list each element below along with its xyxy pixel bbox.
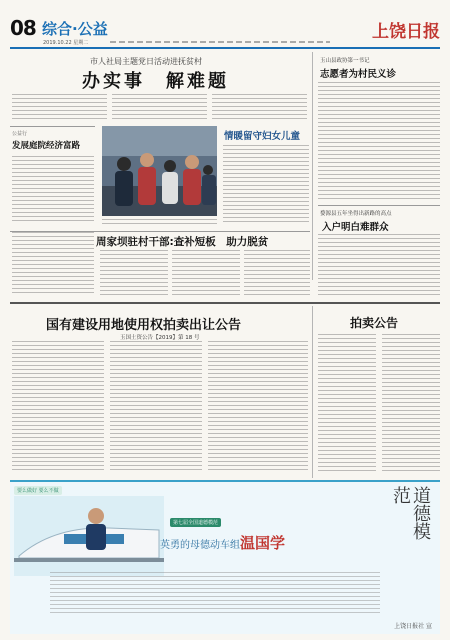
ad-seal bbox=[384, 486, 434, 556]
ad-train-illustration bbox=[14, 496, 164, 576]
photo-article-text bbox=[223, 145, 309, 223]
section-title: 综合·公益 bbox=[42, 20, 108, 38]
left-article-rule bbox=[10, 126, 95, 127]
masthead-rule bbox=[10, 47, 440, 49]
top-article-text-col1 bbox=[12, 94, 107, 122]
left-article-title: 发展庭院经济富路 bbox=[12, 141, 81, 151]
mid-article-text-col3 bbox=[172, 250, 240, 296]
top-article-title: 办实事 解难题 bbox=[82, 71, 229, 92]
land-notice-text-col2 bbox=[110, 341, 202, 471]
ad-title-prefix: 英勇的母德动车组 bbox=[160, 540, 240, 551]
auction-notice-title: 拍卖公告 bbox=[350, 316, 399, 330]
land-notice-title: 国有建设用地使用权拍卖出让公告 bbox=[46, 318, 242, 333]
top-article-text-col2 bbox=[112, 94, 207, 122]
ad-title-name: 温国学 bbox=[240, 534, 286, 552]
ad-seal-text: 道德模范 bbox=[390, 486, 431, 540]
ad-footer: 上饶日报社 宣 bbox=[394, 623, 432, 630]
land-notice-text-col1 bbox=[12, 341, 104, 471]
mid-article-text-col1 bbox=[12, 232, 94, 296]
ad-body-text bbox=[50, 572, 380, 616]
land-notice-subtitle: 玉国土资公告【2019】第 18 号 bbox=[120, 335, 200, 341]
notices-divider bbox=[312, 306, 313, 478]
auction-notice-text-col1 bbox=[318, 334, 376, 472]
mid-article-text-col2 bbox=[100, 250, 168, 296]
mid-article-title: 周家坝驻村干部:查补短板 助力脱贫 bbox=[96, 236, 269, 248]
right-top-title: 志愿者为村民义诊 bbox=[320, 69, 397, 80]
ad-slogan-right: 第七届全国道德模范 bbox=[170, 518, 221, 527]
top-article-lead: 市人社局主题党日活动进抚贫村 bbox=[90, 57, 202, 66]
left-article-text bbox=[12, 156, 94, 224]
column-divider bbox=[312, 52, 313, 280]
right-top-lead: 玉山县政协第一书记 bbox=[320, 58, 370, 64]
land-notice-text-col3 bbox=[208, 341, 308, 471]
date-line: 2019.10.22 星期二 bbox=[43, 40, 89, 46]
auction-notice-text-col2 bbox=[382, 334, 440, 472]
right-top-text bbox=[318, 82, 440, 200]
mid-article-text-col4 bbox=[244, 250, 310, 296]
left-article-kicker: 公益行 bbox=[12, 131, 28, 137]
volunteer-photo-illustration bbox=[102, 126, 217, 216]
volunteer-photo bbox=[102, 126, 217, 216]
right-mid-text bbox=[318, 234, 440, 296]
morality-ad bbox=[10, 480, 440, 634]
right-mid-lead: 婺源县五年坐得出新路的高点 bbox=[320, 211, 392, 217]
right-mid-title: 入户明白难群众 bbox=[322, 222, 389, 233]
ad-slogan-left: 要么做好 要么不做 bbox=[14, 486, 62, 495]
photo-caption-text bbox=[102, 219, 217, 227]
page-number: 08 bbox=[10, 16, 36, 40]
right-mid-rule bbox=[318, 205, 440, 206]
masthead-info-line bbox=[110, 41, 330, 43]
notices-top-rule bbox=[10, 302, 440, 304]
masthead bbox=[10, 16, 440, 46]
top-article-text-col3 bbox=[212, 94, 307, 122]
photo-article-title: 情暖留守妇女儿童 bbox=[224, 131, 301, 142]
paper-name: 上饶日报 bbox=[372, 22, 440, 42]
